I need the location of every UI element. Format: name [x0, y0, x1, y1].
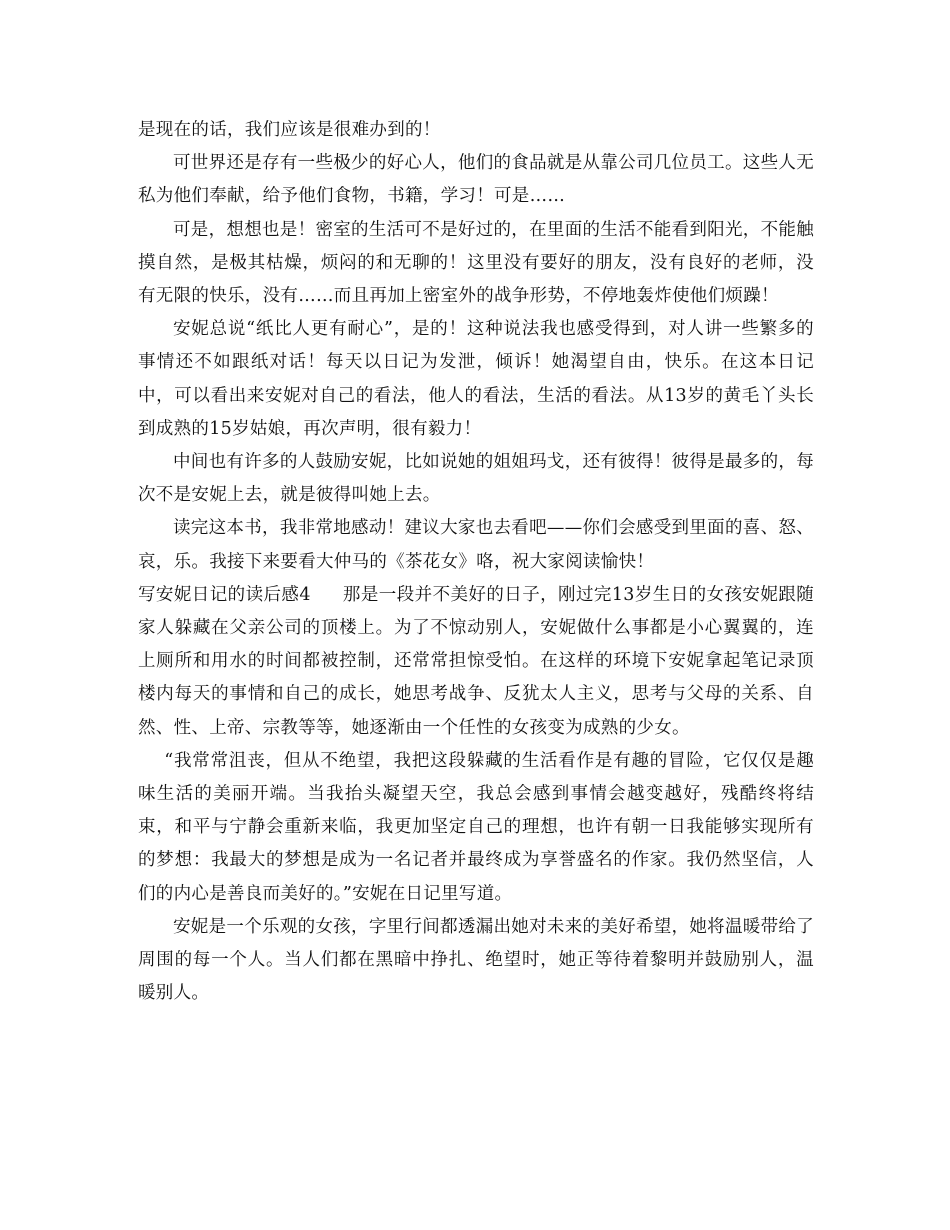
document-body: [138, 114, 814, 1010]
quote-paragraph: “我常常沮丧，但从不绝望，我把这段躲藏的生活看作是有趣的冒险，它仅仅是趣味生活的美丽开端。当我抬头凝望天空，我总会感到事情会越变越好，残酷终将结束，和平与宁静会重新来临，我更加坚定自己的理想，也许有朝一日我能够实现所有的梦想：我最大的梦想是成为一名记者并最终成为享誉盛名的作家。我仍然坚信，人们的内心是善良而美好的。”安妮在日记里写道。: [138, 750, 814, 904]
section-heading: 写安妮日记的读后感4: [138, 584, 311, 605]
section-first-paragraph: 那是一段并不美好的日子，刚过完13岁生日的女孩安妮跟随家人躲藏在父亲公司的顶楼上。为了不惊动别人，安妮做什么事都是小心翼翼的，连上厕所和用水的时间都被控制，还常常担惊受怕。在这样的环境下安妮拿起笔记录顶楼内每天的事情和自己的成长，她思考战争、反犹太人主义，思考与父母的关系、自然、性、上帝、宗教等等，她逐渐由一个任性的女孩变为成熟的少女。: [138, 584, 814, 738]
section-paragraph: [138, 579, 814, 745]
last-paragraph: 安妮是一个乐观的女孩，字里行间都透漏出她对未来的美好希望，她将温暖带给了周围的每一个人。当人们都在黑暗中挣扎、绝望时，她正等待着黎明并鼓励别人，温暖别人。: [138, 916, 814, 1004]
paragraph-2: 可世界还是存有一些极少的好心人，他们的食品就是从靠公司几位员工。这些人无私为他们奉献，给予他们食物，书籍，学习！可是……: [138, 153, 814, 207]
paragraph-4: 安妮总说“纸比人更有耐心”，是的！这种说法我也感受得到，对人讲一些繁多的事情还不如跟纸对话！每天以日记为发泄，倾诉！她渴望自由，快乐。在这本日记中，可以看出来安妮对自己的看法，他人的看法，生活的看法。从13岁的黄毛丫头长到成熟的15岁姑娘，再次声明，很有毅力！: [138, 319, 814, 439]
paragraph-6: 读完这本书，我非常地感动！建议大家也去看吧——你们会感受到里面的喜、怒、哀，乐。我接下来要看大仲马的《茶花女》咯，祝大家阅读愉快！: [138, 518, 814, 572]
paragraph-5: 中间也有许多的人鼓励安妮，比如说她的姐姐玛戈，还有彼得！彼得是最多的，每次不是安妮上去，就是彼得叫她上去。: [138, 452, 814, 506]
paragraph-1: 是现在的话，我们应该是很难办到的！: [138, 120, 441, 140]
paragraph-3: 可是，想想也是！密室的生活可不是好过的，在里面的生活不能看到阳光，不能触摸自然，是极其枯燥，烦闷的和无聊的！这里没有要好的朋友，没有良好的老师，没有无限的快乐，没有……而且再加上密室外的战争形势，不停地轰炸使他们烦躁！: [138, 219, 814, 307]
